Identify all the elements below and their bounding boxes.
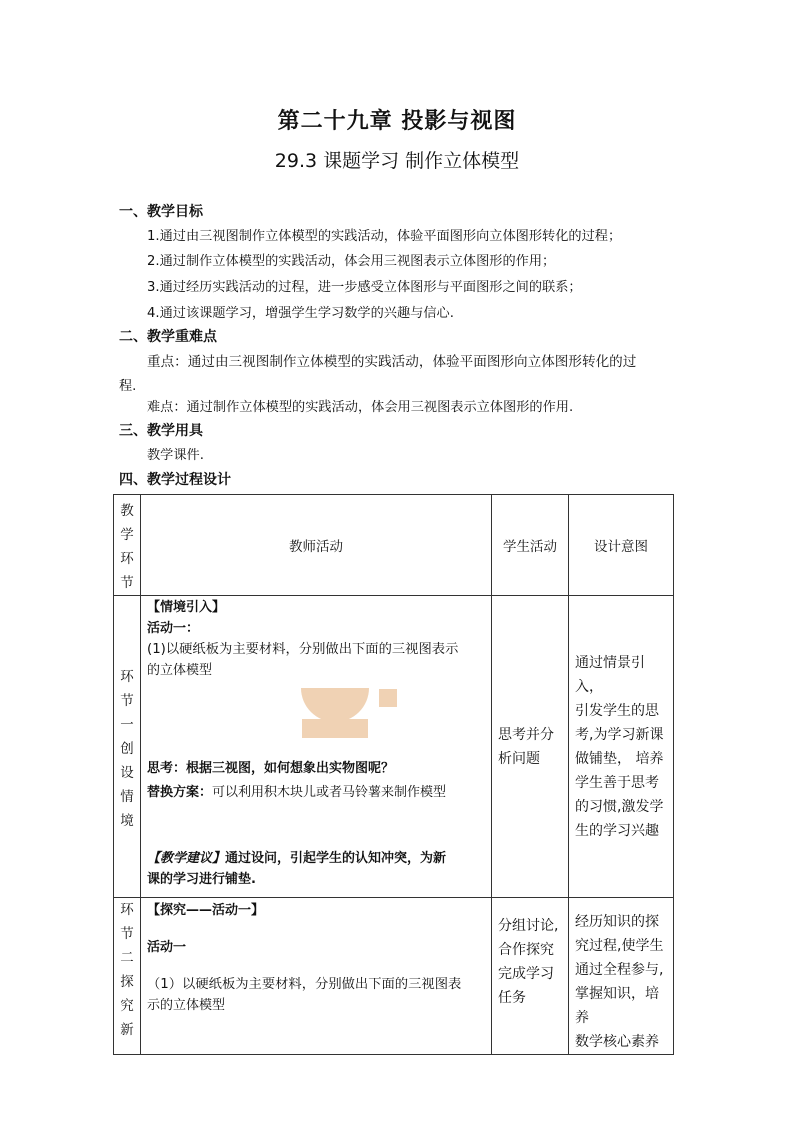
row2-design [569,898,674,1055]
row2-design-text [569,898,673,1054]
row1-design-text [569,651,673,843]
stage-char: 境 [120,812,134,829]
alt-label: 替换方案： [147,785,213,800]
goal-item: 4.通过该课题学习，增强学生学习数学的兴趣与信心. [147,306,454,321]
student-activity-line: 思考并分 [498,726,554,743]
row1-teacher [141,596,492,898]
row2-student [492,898,569,1055]
activity-label: 活动一： [147,621,200,636]
design-intent-line: 究过程,使学生 [575,938,664,954]
stage-char: 新 [120,1022,134,1038]
explore-label: 【探究——活动一】 [147,903,265,918]
key-point-cont: 程. [119,379,137,394]
stage-char: 教 [120,503,134,519]
design-intent-line: 通过情景引入， [575,654,645,695]
stage-char: 设 [120,764,134,781]
student-activity-line: 分组讨论, [498,918,559,934]
design-intent-line: 通过全程参与, [575,962,664,978]
task-text-cont: 的立体模型 [147,663,213,678]
design-intent-line: 生的学习兴趣 [575,822,659,839]
design-intent-line: 经历知识的探 [575,914,659,930]
alt-text: 可以利用积木块儿或者马铃薯来制作模型 [212,785,447,800]
student-activity-line: 析问题 [498,750,540,767]
header-design: 设计意图 [569,495,674,596]
stage-char: 环 [120,902,134,918]
stage-char: 二 [120,950,134,966]
table-header-row [114,495,674,596]
front-view-shape [301,688,369,722]
stage-char: 节 [120,692,134,709]
student-activity-line: 完成学习 [498,966,554,982]
activity2-label: 活动一 [147,940,187,955]
stage-char: 节 [120,575,134,591]
stage-char: 情 [120,788,134,805]
tools-text: 教学课件. [147,448,204,463]
stage-char: 究 [120,998,134,1014]
stage-char: 学 [120,527,134,543]
row2-teacher [141,898,492,1055]
goals-heading: 一、教学目标 [119,204,203,220]
row1-design [569,596,674,898]
row2-stage-text [114,898,140,1042]
header-student: 学生活动 [492,495,569,596]
design-intent-line: 引发学生的思 [575,702,659,719]
stage-char: 环 [120,668,134,685]
side-view-shape [379,689,397,707]
task-text: (1)以硬纸板为主要材料，分别做出下面的三视图表示 [147,642,459,657]
goal-item: 2.通过制作立体模型的实践活动，体会用三视图表示立体图形的作用； [147,254,556,269]
key-heading: 二、教学重难点 [119,329,217,345]
row2-student-text [492,898,568,1010]
design-intent-line: 做铺垫， 培养 [575,750,664,767]
header-stage [114,495,141,596]
lesson-title: 29.3 课题学习 制作立体模型 [274,150,520,172]
task2-text-cont: 示的立体模型 [147,998,226,1013]
header-teacher: 教师活动 [141,495,492,596]
row1-stage-text [114,661,140,833]
stage-char: 创 [120,740,134,757]
lesson-table [113,494,674,1055]
key-point: 重点：通过由三视图制作立体模型的实践活动，体验平面图形向立体图形转化的过 [147,354,637,370]
suggest-label: 【教学建议】 [147,851,226,866]
tools-heading: 三、教学用具 [119,423,203,439]
design-intent-line: 考,为学习新课 [575,726,664,743]
goal-item: 1.通过由三视图制作立体模型的实践活动，体验平面图形向立体图形转化的过程； [147,229,622,244]
design-intent-line: 数学核心素养 [575,1034,659,1050]
scene-label: 【情境引入】 [147,600,226,615]
process-heading: 四、教学过程设计 [119,472,231,488]
design-intent-line: 的习惯,激发学 [575,798,664,815]
three-view-drawing [300,688,420,748]
goal-item: 3.通过经历实践活动的过程，进一步感受立体图形与平面图形之间的联系； [147,280,582,295]
student-activity-line: 任务 [498,990,526,1006]
design-intent-line: 掌握知识，培养 [575,986,659,1026]
suggest-text: 通过设问，引起学生的认知冲突，为新 [225,851,447,866]
table-row [114,596,674,898]
row1-student-text [492,723,568,771]
stage-char: 探 [120,974,134,990]
think-text: 思考：根据三视图，如何想象出实物图呢？ [147,761,395,776]
row2-stage [114,898,141,1055]
chapter-title: 第二十九章 投影与视图 [277,109,517,134]
row1-stage [114,596,141,898]
table-row [114,898,674,1055]
task2-text: （1）以硬纸板为主要材料，分别做出下面的三视图表 [147,977,462,992]
student-activity-line: 合作探究 [498,942,554,958]
design-intent-line: 学生善于思考 [575,774,659,791]
stage-char: 一 [120,716,134,733]
stage-char: 环 [120,551,134,567]
difficult-point: 难点：通过制作立体模型的实践活动，体会用三视图表示立体图形的作用. [147,400,574,415]
stage-char: 节 [120,926,134,942]
suggest-text-cont: 课的学习进行铺垫. [147,872,256,887]
row1-student [492,596,569,898]
top-view-shape [302,719,368,738]
header-stage-text [114,495,140,595]
